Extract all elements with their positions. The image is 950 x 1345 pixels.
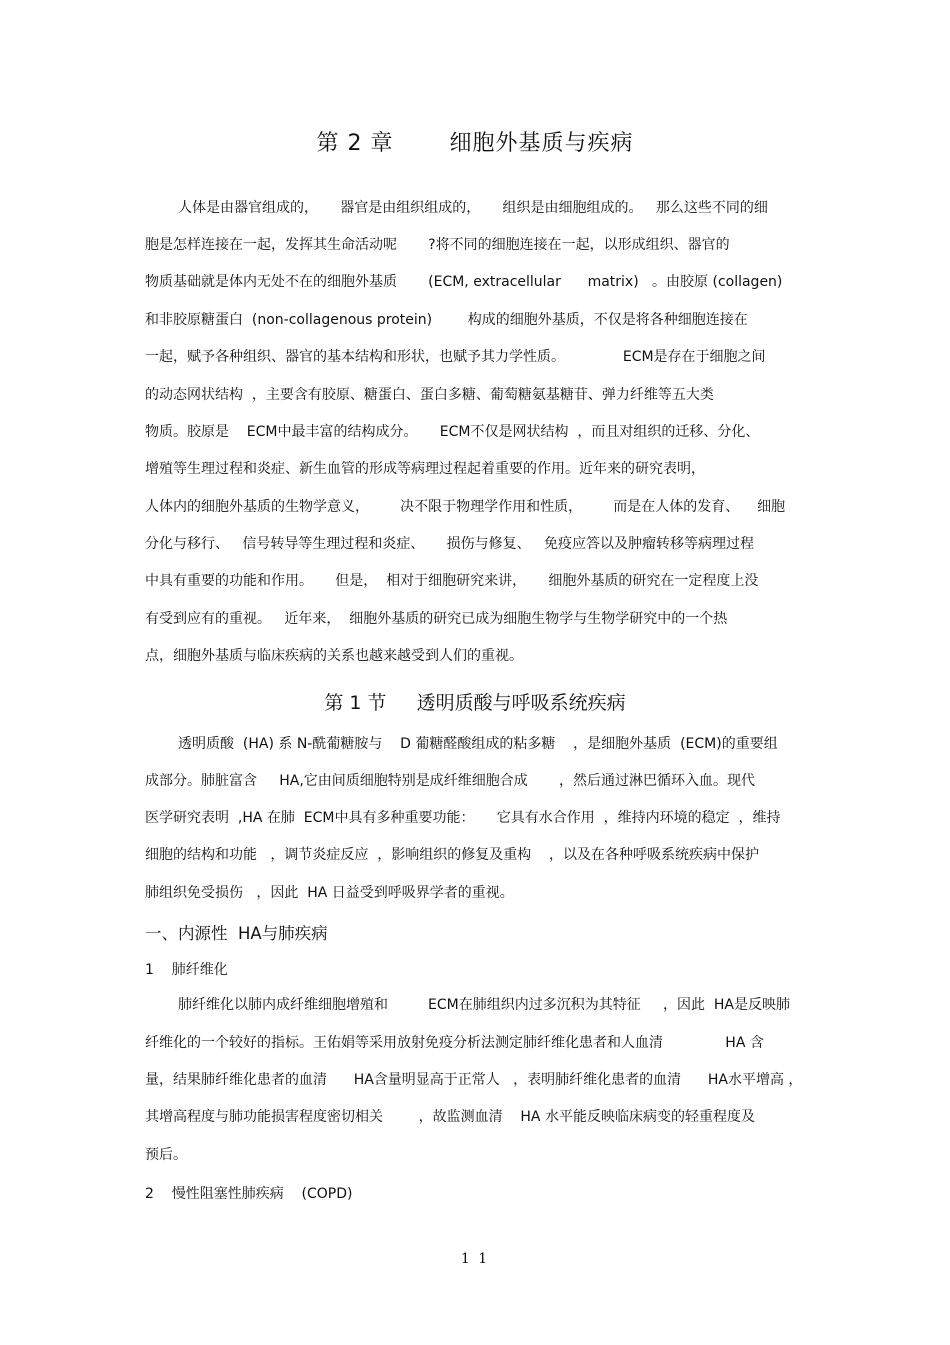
paragraph-line: 人体内的细胞外基质的生物学意义， 决不限于物理学作用和性质， 而是在人体的发育、 细胞 — [145, 499, 786, 515]
paragraph-line: 胞是怎样连接在一起，发挥其生命活动呢 ?将不同的细胞连接在一起，以形成组织、器官的 — [145, 237, 730, 253]
paragraph-line: 分化与移行、 信号转导等生理过程和炎症、 损伤与修复、 免疫应答以及肿瘤转移等病理过程 — [145, 536, 754, 552]
paragraph-line: 细胞的结构和功能 ，调节炎症反应 ，影响组织的修复及重构 ，以及在各种呼吸系统疾病中保护 — [145, 847, 760, 863]
subsection-heading: 一、内源性 HA与肺疾病 — [145, 924, 328, 943]
paragraph-line: 量，结果肺纤维化患者的血清 HA含量明显高于正常人 ，表明肺纤维化患者的血清 HA水平增高 ， — [145, 1072, 803, 1088]
paragraph-line: 医学研究表明 ,HA 在肺 ECM中具有多种重要功能： 它具有水合作用 ，维持内环境的稳定 ，维持 — [145, 810, 781, 826]
paragraph-line: 点，细胞外基质与临床疾病的关系也越来越受到人们的重视。 — [145, 648, 523, 664]
paragraph-line: 肺纤维化以肺内成纤维细胞增殖和 ECM在肺组织内过多沉积为其特征 ，因此 HA是反映肺 — [178, 997, 791, 1013]
paragraph-line: 增殖等生理过程和炎症、新生血管的形成等病理过程起着重要的作用。近年来的研究表明， — [145, 461, 705, 477]
page-number: 1 1 — [460, 1251, 490, 1267]
paragraph-line: 物质。胶原是 ECM中最丰富的结构成分。 ECM不仅是网状结构 ，而且对组织的迁移、分化、 — [145, 424, 760, 440]
paragraph-line: 一起，赋予各种组织、器官的基本结构和形状，也赋予其力学性质。 ECM是存在于细胞之间 — [145, 349, 766, 365]
paragraph-line: 预后。 — [145, 1147, 187, 1163]
paragraph-line: 物质基础就是体内无处不在的细胞外基质 (ECM, extracellular matrix) 。由胶原 (collagen) — [145, 274, 783, 290]
paragraph-line: 中具有重要的功能和作用。 但是， 相对于细胞研究来讲， 细胞外基质的研究在一定程度上没 — [145, 573, 759, 589]
paragraph-line: 有受到应有的重视。 近年来， 细胞外基质的研究已成为细胞生物学与生物学研究中的一个热 — [145, 611, 728, 627]
paragraph-line: 成部分。肺脏富含 HA,它由间质细胞特别是成纤维细胞合成 ，然后通过淋巴循环入血。现代 — [145, 773, 755, 789]
paragraph-line: 和非胶原糖蛋白 (non-collagenous protein) 构成的细胞外基质，不仅是将各种细胞连接在 — [145, 312, 748, 328]
chapter-title: 第 2 章 细胞外基质与疾病 — [316, 131, 634, 156]
paragraph-line: 纤维化的一个较好的指标。王佑娟等采用放射免疫分析法测定肺纤维化患者和人血清 HA 含 — [145, 1035, 764, 1051]
paragraph-line: 肺组织免受损伤 ，因此 HA 日益受到呼吸界学者的重视。 — [145, 885, 514, 901]
item-heading: 1 肺纤维化 — [145, 962, 228, 978]
paragraph-line: 其增高程度与肺功能损害程度密切相关 ，故监测血清 HA 水平能反映临床病变的轻重程度及 — [145, 1109, 755, 1125]
section-title: 第 1 节 透明质酸与呼吸系统疾病 — [324, 692, 626, 714]
paragraph-line: 的动态网状结构 ，主要含有胶原、糖蛋白、蛋白多糖、葡萄糖氨基糖苷、弹力纤维等五大类 — [145, 387, 714, 403]
item-heading: 2 慢性阻塞性肺疾病 (COPD) — [145, 1186, 353, 1202]
paragraph-line: 人体是由器官组成的， 器官是由组织组成的， 组织是由细胞组成的。 那么这些不同的细 — [178, 200, 768, 216]
paragraph-line: 透明质酸 (HA) 系 N-酰葡糖胺与 D 葡糖醛酸组成的粘多糖 ，是细胞外基质 (ECM)的重要组 — [178, 736, 778, 752]
